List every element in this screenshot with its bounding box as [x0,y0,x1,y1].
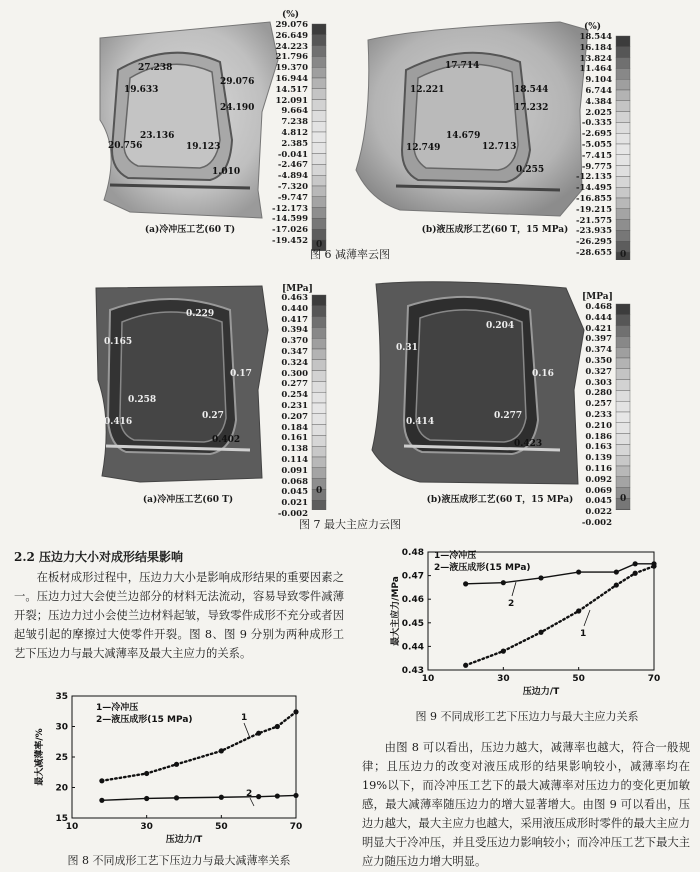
fig9-ytick-label: 0.43 [401,666,424,676]
fig6-left-colorbar-swatch [312,132,326,143]
fig7-right-legend-value: 0.069 [585,485,612,496]
fig6-left-legend-unit: (%) [282,10,300,20]
fig6-right-point-5: 14.679 [446,131,481,141]
fig6-right-colorbar-swatch [616,68,630,79]
fig8-series-1-point [174,762,179,767]
fig6-left-colorbar-swatch [312,208,326,219]
fig6-right-legend-value: -9.775 [581,161,612,172]
fig7-right-legend-value: 0.468 [585,302,612,312]
fig7-left-point-4: 0.258 [128,395,157,405]
fig6-right-legend-value: -7.415 [581,150,612,161]
fig6-right-colorbar-swatch [616,198,630,209]
fig9-series-1-point [463,663,468,668]
fig7-left-legend-value: 0.091 [281,465,308,476]
fig7-left-legend-value: 0.440 [281,303,308,314]
fig8-series-2-line [102,795,296,800]
fig6-right-colorbar-swatch [616,122,630,133]
fig7-left-legend-value: 0.021 [281,498,308,509]
fig6-left-legend-value: -12.173 [271,203,308,214]
fig8-xtick-label: 70 [289,822,303,832]
fig7-right-legend-value: 0.303 [585,377,612,388]
fig6-right-colorbar-swatch [616,112,630,123]
fig6-left-legend-values [262,20,308,247]
fig7-right-legend-value: 0.421 [585,323,612,334]
fig8-xtick-label: 30 [140,822,153,832]
fig7-right-point-6: 0.423 [514,439,543,449]
fig6-right-legend-value: -12.135 [575,172,612,183]
fig7-right-point-1: 0.204 [486,321,515,331]
fig7-right-colorbar-swatch [616,369,630,380]
fig7-left-colorbar-swatch [312,360,326,371]
fig6-right-point-6: 12.749 [406,143,441,153]
fig6-right-legend-value: 9.104 [585,75,612,86]
fig6-right-legend-value: -28.655 [575,247,612,258]
fig6-left-colorbar-swatch [312,89,326,100]
fig7-left-legend-value: 0.417 [281,314,308,325]
fig7-left-colorbar-swatch [312,457,326,468]
fig6-left-legend-value: -0.041 [277,149,308,160]
fig6-left-legend-value: -7.320 [277,181,308,192]
fig7-caption: 图 7 最大主应力云图 [299,518,401,531]
fig6-right-colorbar-swatch [616,47,630,58]
fig9-curve-label-1: 1 [580,629,587,639]
fig6-left-legend-value: 16.944 [275,73,308,84]
fig7-right-colorbar-swatch [616,304,630,315]
fig7-left-legend-value: 0.184 [281,422,308,433]
fig6-left-legend-value: 12.091 [275,95,308,106]
fig9-caption: 图 9 不同成形工艺下压边力与最大主应力关系 [415,710,639,723]
fig6-left-legend-value: -14.599 [271,214,308,225]
fig8-series-2-point [275,793,280,798]
fig7-left-legend-value: 0.300 [281,368,308,379]
fig8-series-1-point [275,724,280,729]
fig6-right-subcaption: (b)液压成形工艺(60 T，15 MPa) [421,225,569,235]
fig8-series-2-point [174,795,179,800]
fig6-right-legend-value: 6.744 [585,85,612,96]
fig6-right-colorbar-swatch [616,166,630,177]
fig7-left-colorbar-swatch [312,425,326,436]
fig8-curve-1-leader [244,723,250,738]
fig8-series-1-point [99,778,104,783]
fig7-right-point-2: 0.31 [396,343,418,353]
fig9-xtick-label: 10 [421,674,435,684]
fig6-left-colorbar-swatch [312,24,326,35]
fig6-right-point-2: 12.221 [410,85,445,95]
fig7-left-point-7: 0.402 [212,435,241,445]
fig7-left-legend-value: 0.114 [281,454,308,465]
fig7-left-point-2: 0.165 [104,337,133,347]
fig6-left-legend-zero: 0 [316,240,323,250]
fig7-right-colorbar [616,304,630,510]
fig7-right-legend-value: -0.002 [581,517,612,528]
fig6-right-legend-value: 13.824 [579,53,612,64]
fig7-left-legend-value: 0.394 [281,325,308,336]
fig7-left-legend-value: 0.161 [281,433,308,444]
fig9-series [463,561,657,668]
fig7-right-legend-value: 0.233 [585,409,612,420]
fig7-left-legend-value: 0.254 [281,390,308,401]
fig7-left-legend-unit: [MPa] [282,284,313,294]
fig8-series-2-point [256,794,261,799]
fig6-right-colorbar-swatch [616,58,630,69]
fig7-left-legend-value: 0.045 [281,487,308,498]
fig6-left-point-5: 23.136 [140,131,175,141]
fig7-right-colorbar-swatch [616,434,630,445]
fig8-ylabel: 最大减薄率/% [35,728,45,786]
fig7-right-point-4: 0.414 [406,417,435,427]
fig6-left-colorbar-swatch [312,143,326,154]
fig6-right-legend-value: 16.184 [579,42,612,53]
fig8-ytick-label: 25 [55,753,68,763]
fig6-left-legend-value: 21.796 [275,52,308,63]
fig6-right-legend-value: 2.025 [585,107,612,118]
fig6-right-colorbar-swatch [616,133,630,144]
fig7-right-colorbar-swatch [616,401,630,412]
fig7-left-colorbar-swatch [312,381,326,392]
fig7-left-legend-values [262,293,308,520]
fig7-left-colorbar-swatch [312,338,326,349]
discussion-paragraph: 由图 8 可以看出，压边力越大，减薄率也越大，符合一般规律；且压边力的改变对液压成形的结果影响较小，减薄率均在 19%以下，而冷冲压工艺下的最大减薄率对压边力的变化更加敏感，最大减薄率随压边力的增大显著增大。由图 9 可以看出，压边力越大，最大主应力也越大，采用液压成形时零件的最大主应力明显大于冷冲压，并且受压边力影响较小；而冷冲压工艺下最大主应力随压边力增大明显。 [362,741,690,868]
fig7-right-colorbar-swatch [616,390,630,401]
fig6-left-legend-value: 29.076 [275,20,308,30]
section-paragraph: 在板材成形过程中，压边力大小是影响成形结果的重要因素之一。压边力过大会使兰边部分的材料无法流动，容易导致零件减薄开裂；压边力过小会使兰边材料起皱，导致零件成形不充分或者因起皱引起的摩擦过大使零件开裂。图 8、图 9 分别为两种成形工艺下压边力与最大减薄率及最大主应力的关系。 [14,571,344,660]
fig6-right-colorbar-swatch [616,144,630,155]
fig7-right-colorbar-swatch [616,315,630,326]
fig6-right-colorbar-swatch [616,79,630,90]
fig6-left-colorbar-swatch [312,218,326,229]
fig9-xtick-label: 70 [647,674,661,684]
fig9-ytick-label: 0.48 [401,548,424,558]
fig6-right-legend-value: -5.055 [581,139,612,150]
fig6-right-legend-value: -21.575 [575,215,612,226]
fig8-caption: 图 8 不同成形工艺下压边力与最大减薄率关系 [67,854,291,867]
fig7-left-contour [96,286,268,482]
fig7-right-legend-unit: [MPa] [582,292,613,302]
fig7-right-colorbar-swatch [616,477,630,488]
fig7-right-colorbar-swatch [616,423,630,434]
fig6-right-legend-value: -0.335 [581,118,612,129]
fig6-left-colorbar-swatch [312,35,326,46]
fig6-left-colorbar-swatch [312,67,326,78]
fig9-curve-label-2: 2 [508,599,515,609]
fig8-curve-label-2: 2 [246,789,253,799]
fig7-left-colorbar-swatch [312,500,326,510]
fig6-left-colorbar-swatch [312,164,326,175]
fig7-right-colorbar-swatch [616,358,630,369]
fig6-right-legend-zero: 0 [620,250,627,260]
fig6-right-colorbar-swatch [616,36,630,47]
fig9-series-1-point [614,582,619,587]
fig8-series-2-point [219,795,224,800]
fig7-left-colorbar-swatch [312,327,326,338]
fig7-left-colorbar-swatch [312,403,326,414]
fig6-right-legend-unit: (%) [584,22,602,32]
fig6-left-legend-value: 4.812 [281,127,308,138]
fig7-left-colorbar-swatch [312,295,326,306]
fig6-left-point-7: 19.123 [186,142,221,152]
fig7-right-legend-value: 0.444 [585,312,612,323]
fig8-ytick-label: 35 [55,692,68,702]
fig7-left-colorbar-swatch [312,435,326,446]
fig6-right-legend-value: 4.384 [585,96,612,107]
fig9-chart [362,546,692,696]
fig7-left-legend-value: 0.324 [281,357,308,368]
fig6-right-legend-value: 11.464 [579,64,612,75]
fig7-left-point-5: 0.416 [104,417,133,427]
fig7-right-colorbar-swatch [616,336,630,347]
fig7-right-point-3: 0.16 [532,369,554,379]
fig7-right-colorbar-swatch [616,444,630,455]
fig7-right-colorbar-swatch [616,380,630,391]
fig8-series-2-point [99,798,104,803]
fig7-right-point-5: 0.277 [494,411,523,421]
fig7-left-legend-value: 0.068 [281,476,308,487]
fig7-right-legend-value: 0.257 [585,399,612,410]
fig9-series-1-point [576,608,581,613]
fig6-right-legend-value: -26.295 [575,237,612,248]
fig6-caption: 图 6 减薄率云图 [310,248,390,261]
fig6-left-legend-value: 24.223 [275,41,308,52]
fig7-right-legend-value: 0.163 [585,442,612,453]
fig6-left-colorbar-swatch [312,78,326,89]
fig9-legend-1: 1—冷冲压 [434,551,477,561]
fig6-left-legend-value: -17.026 [271,225,308,236]
fig6-right-point-8: 0.255 [516,165,545,175]
fig6-left-point-2: 19.633 [124,85,159,95]
fig6-right-colorbar-swatch [616,90,630,101]
fig8-series-1-point [293,709,298,714]
fig9-series-2-point [501,580,506,585]
fig7-right-legend-value: 0.350 [585,355,612,366]
fig9-series-2-point [651,561,656,566]
fig7-right-colorbar-swatch [616,412,630,423]
fig7-left-colorbar-swatch [312,306,326,317]
fig9-series-1-line [466,566,654,665]
fig8-ytick-label: 20 [55,783,68,794]
fig9-series-1-point [633,571,638,576]
fig6-left-legend-value: 26.649 [275,30,308,41]
fig6-left-legend-value: 14.517 [275,84,308,95]
fig6-right-colorbar-swatch [616,176,630,187]
fig7-left-legend-zero: 0 [316,486,323,496]
fig7-left-legend-value: 0.138 [281,444,308,455]
fig6-right-colorbar-swatch [616,155,630,166]
fig6-left-colorbar-swatch [312,197,326,208]
fig7-right-legend-value: 0.327 [585,366,612,377]
fig6-left-colorbar-swatch [312,121,326,132]
fig6-right-point-4: 17.232 [514,103,549,113]
fig6-left-point-4: 24.190 [220,103,255,113]
fig6-right-colorbar-swatch [616,230,630,241]
fig9-series-2-point [633,561,638,566]
fig9-ytick-label: 0.45 [401,618,424,629]
fig7-right-legend-value: 0.092 [585,474,612,485]
fig8-series-1-point [144,771,149,776]
fig9-curve-2-leader [512,582,516,596]
fig6-left-legend-value: -4.894 [277,171,308,182]
fig6-right-colorbar [616,36,630,260]
fig7-right-legend-value: 0.280 [585,388,612,399]
fig7-right-colorbar-swatch [616,347,630,358]
fig8-legend-2: 2—液压成形(15 MPa) [96,715,193,725]
fig7-right-legend-value: 0.139 [585,453,612,464]
fig7-left-colorbar-swatch [312,414,326,425]
fig8-series-2-point [293,793,298,798]
fig7-left-legend-value: 0.207 [281,411,308,422]
fig7-left-legend-value: 0.347 [281,346,308,357]
fig7-left-legend-value: 0.370 [281,336,308,347]
fig6-right-colorbar-swatch [616,220,630,231]
fig7-left-colorbar [312,295,326,510]
fig7-left-colorbar-swatch [312,349,326,360]
fig7-right-colorbar-swatch [616,509,630,510]
fig6-right-colorbar-swatch [616,187,630,198]
fig6-right-legend-value: -16.855 [575,193,612,204]
fig9-legend-2: 2—液压成形(15 MPa) [434,563,531,573]
fig7-right-legend-value: 0.210 [585,420,612,431]
fig9-xlabel: 压边力/T [522,687,560,696]
fig7-left-colorbar-swatch [312,371,326,382]
fig7-left-point-1: 0.229 [186,309,215,319]
fig6-left-point-6: 20.756 [108,141,143,151]
fig8-curve-2-leader [250,798,254,806]
fig7-right-contour [372,282,584,484]
fig7-left-colorbar-swatch [312,392,326,403]
fig8-curve-label-1: 1 [241,713,248,723]
fig7-left-colorbar-swatch [312,468,326,479]
fig6-left-colorbar-swatch [312,100,326,111]
fig6-left-legend-value: -9.747 [277,192,308,203]
fig6-left-colorbar-swatch [312,186,326,197]
fig6-left-colorbar-swatch [312,175,326,186]
fig9-ytick-label: 0.46 [401,595,424,606]
fig9-series-1-point [538,630,543,635]
fig7-right-legend-value: 0.022 [585,507,612,518]
fig6-right-legend-value: -2.695 [581,129,612,140]
section-heading: 2.2 压边力大小对成形结果影响 [14,550,184,564]
fig7-left-colorbar-swatch [312,446,326,457]
fig9-series-2-point [576,569,581,574]
fig8-series-2-point [144,796,149,801]
fig6-right-point-3: 18.544 [514,85,549,95]
fig7-left-subcaption: (a)冷冲压工艺(60 T) [142,495,234,505]
fig7-left-legend-value: 0.463 [281,293,308,303]
fig7-right-legend-value: 0.397 [585,334,612,345]
fig8-series-1-point [256,731,261,736]
fig6-left-colorbar-swatch [312,110,326,121]
fig6-left-point-1: 27.238 [138,63,173,73]
fig6-left-point-8: 1.010 [212,167,241,177]
fig9-series-2-point [614,569,619,574]
fig9-xtick-label: 30 [497,674,510,684]
fig6-right-contour [356,22,588,216]
fig9-ylabel: 最大主应力/MPa [391,576,401,646]
fig7-right-colorbar-swatch [616,466,630,477]
fig7-left-legend-value: -0.002 [277,508,308,519]
fig6-left-colorbar-swatch [312,56,326,67]
fig7-left-point-6: 0.27 [202,411,224,421]
fig7-left-point-3: 0.17 [230,369,252,379]
fig6-right-legend-value: 18.544 [579,32,612,42]
fig7-right-legend-value: 0.045 [585,496,612,507]
fig8-ytick-label: 15 [55,814,68,824]
fig6-right-legend-value: -23.935 [575,226,612,237]
fig7-left-legend-value: 0.277 [281,379,308,390]
fig9-ytick-label: 0.44 [401,642,424,653]
fig8-legend-1: 1—冷冲压 [96,703,139,713]
fig7-right-colorbar-swatch [616,455,630,466]
fig6-right-legend-value: -19.215 [575,204,612,215]
fig7-left-colorbar-swatch [312,317,326,328]
fig6-left-point-3: 29.076 [220,77,255,87]
fig6-left-legend-value: 9.664 [281,106,308,117]
fig6-left-colorbar [312,24,326,251]
fig6-right-colorbar-swatch [616,101,630,112]
fig9-xtick-label: 50 [572,674,585,684]
fig7-right-legend-zero: 0 [620,494,627,504]
fig8-ytick-label: 30 [55,722,68,733]
fig6-left-colorbar-swatch [312,229,326,240]
fig6-left-legend-value: -2.467 [277,160,308,171]
fig6-right-point-7: 12.713 [482,142,517,152]
fig7-right-legend-value: 0.186 [585,431,612,442]
fig7-right-legend-value: 0.116 [585,463,612,474]
fig7-right-colorbar-swatch [616,326,630,337]
fig6-left-legend-value: 7.238 [281,117,308,128]
fig6-left-legend-value: 19.370 [275,63,308,74]
fig8-xtick-label: 50 [215,822,228,832]
fig6-right-colorbar-swatch [616,209,630,220]
fig8-chart [14,690,344,846]
fig8-xtick-label: 10 [65,822,79,832]
fig9-curve-1-leader [584,610,590,626]
fig9-series-1-point [501,649,506,654]
fig6-left-colorbar-swatch [312,154,326,165]
fig9-ytick-label: 0.47 [401,571,424,582]
fig8-series-1-point [219,748,224,753]
fig7-left-legend-value: 0.231 [281,400,308,411]
fig6-left-colorbar-swatch [312,46,326,57]
fig8-xlabel: 压边力/T [165,835,203,845]
fig7-right-subcaption: (b)液压成形工艺(60 T，15 MPa) [426,495,574,505]
fig6-left-legend-value: -19.452 [271,235,308,246]
fig6-right-legend-value: -14.495 [575,183,612,194]
fig6-right-point-1: 17.714 [445,61,480,71]
fig6-left-legend-value: 2.385 [281,138,308,149]
fig6-left-subcaption: (a)冷冲压工艺(60 T) [144,225,236,235]
fig9-series-2-point [538,575,543,580]
fig9-series-2-point [463,581,468,586]
fig6-left-contour [100,22,278,218]
fig7-right-legend-value: 0.374 [585,345,612,356]
